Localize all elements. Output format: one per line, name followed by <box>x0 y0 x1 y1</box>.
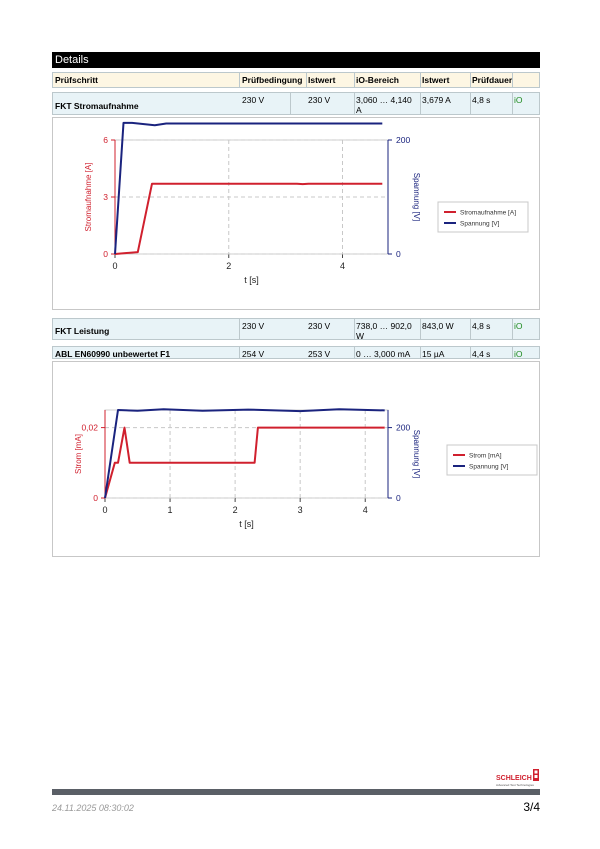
page-number: 3/4 <box>523 800 540 814</box>
x-tick-label: 0 <box>102 505 108 515</box>
y-right-tick-label: 200 <box>396 422 411 433</box>
y-right-tick-label: 200 <box>396 135 411 145</box>
x-tick-label: 1 <box>167 505 173 515</box>
y-left-tick-label: 6 <box>103 135 108 145</box>
y-left-tick-label: 0,02 <box>81 422 98 433</box>
logo-text: SCHLEICH <box>496 775 532 782</box>
col-header-step: Prüfschritt <box>55 75 98 85</box>
table-row <box>52 318 540 340</box>
x-axis-label: t [s] <box>244 275 259 285</box>
step-duration: 4,8 s <box>472 95 491 105</box>
col-header-condition: Prüfbedingung <box>242 75 303 85</box>
step-duration: 4,4 s <box>472 349 491 359</box>
step-result: iO <box>514 349 523 359</box>
legend-label: Stromaufnahme [A] <box>460 209 516 217</box>
step-name: ABL EN60990 unbewertet F1 <box>55 349 171 359</box>
x-axis-label: t [s] <box>239 519 254 529</box>
chart-panel-1 <box>52 117 540 310</box>
step-range: 3,060 … 4,140 A <box>356 95 412 115</box>
y-left-axis-label: Stromaufnahme [A] <box>84 162 93 232</box>
step-result: iO <box>514 321 523 331</box>
step-value: 3,679 A <box>422 95 451 105</box>
step-value: 843,0 W <box>422 321 454 331</box>
step-range: 738,0 … 902,0 W <box>356 321 412 341</box>
company-logo <box>495 768 540 788</box>
step-condition: 230 V <box>242 321 265 331</box>
x-tick-label: 2 <box>226 261 232 271</box>
x-tick-label: 2 <box>232 505 238 515</box>
legend-box <box>447 445 537 475</box>
step-range: 0 … 3,000 mA <box>356 349 411 359</box>
step-condition: 254 V <box>242 349 265 359</box>
y-right-tick-label: 0 <box>396 249 401 259</box>
col-header-duration: Prüfdauer <box>472 75 513 85</box>
step-value: 15 µA <box>422 349 445 359</box>
step-name: FKT Leistung <box>55 326 110 336</box>
y-left-axis-label: Strom [mA] <box>74 433 83 475</box>
legend-label: Spannung [V] <box>469 463 509 471</box>
chart-panel-2 <box>52 361 540 557</box>
y-right-tick-label: 0 <box>396 493 401 503</box>
col-header-value: Istwert <box>422 75 450 85</box>
footer-divider <box>52 789 540 795</box>
x-tick-label: 4 <box>339 261 346 271</box>
y-right-axis-label: Spannung [V] <box>412 429 421 479</box>
col-header-result <box>512 73 540 77</box>
legend-box <box>438 202 528 232</box>
chart-current <box>53 118 539 309</box>
print-date: 24.11.2025 08:30:02 <box>52 803 134 813</box>
table-header <box>52 72 540 88</box>
step-condition: 230 V <box>242 95 265 105</box>
x-tick-label: 0 <box>112 261 118 271</box>
x-tick-label: 3 <box>297 505 303 515</box>
y-left-tick-label: 0 <box>103 249 108 259</box>
y-left-tick-label: 3 <box>103 192 108 202</box>
step-actual: 230 V <box>308 95 331 105</box>
table-row <box>52 92 540 115</box>
plot-area <box>105 410 388 498</box>
col-header-actual: Istwert <box>308 75 336 85</box>
step-name: FKT Stromaufnahme <box>55 101 139 111</box>
y-right-axis-label: Spannung [V] <box>412 172 421 222</box>
chart-leakage <box>53 362 539 556</box>
step-duration: 4,8 s <box>472 321 491 331</box>
x-tick-label: 4 <box>362 505 368 515</box>
table-row <box>52 346 540 359</box>
step-result: iO <box>514 95 523 105</box>
section-title: Details <box>52 52 540 68</box>
legend-label: Spannung [V] <box>460 220 500 228</box>
col-header-range: iO-Bereich <box>356 75 399 85</box>
legend-label: Strom [mA] <box>469 452 502 460</box>
logo-subtext: Advanced Test Technologies <box>496 783 534 787</box>
y-left-tick-label: 0 <box>93 493 98 503</box>
step-actual: 253 V <box>308 349 331 359</box>
step-actual: 230 V <box>308 321 331 331</box>
